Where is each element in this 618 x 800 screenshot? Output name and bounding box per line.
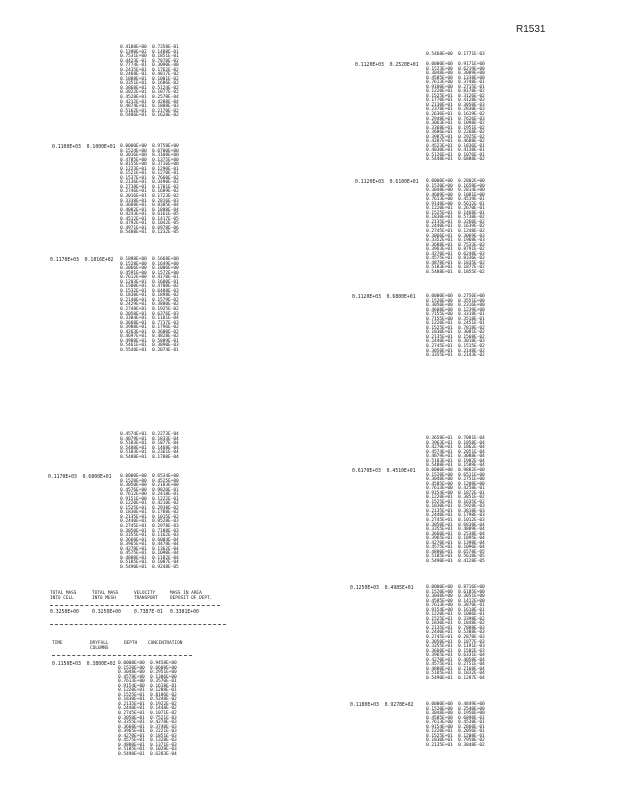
value-row: 0.2636E+01 0.1619E-02	[426, 112, 485, 118]
value-row: 0.1830E+01 0.1898E-02	[120, 293, 179, 299]
value-row: 0.1220E+01 0.4210E-02	[120, 501, 179, 507]
value-column	[426, 586, 485, 681]
value-row: 0.3048E+00 0.2951E+00	[118, 670, 177, 676]
value-row: 0.7613E+00 0.4258E-01	[426, 486, 485, 492]
value-row: 0.1525E+01 0.1635E-02	[426, 499, 485, 505]
summary-header: MASS IN AREA DEPOSIT OF DEPT.	[170, 591, 213, 601]
value-row: 0.9154E+00 0.1872E-01	[426, 490, 485, 496]
value-row: 0.1520E+00 0.6185E+00	[426, 589, 485, 595]
value-row: 0.4575E+01 0.8336E-03	[426, 256, 485, 262]
value-row: 0.3355E+01 0.2143E-02	[426, 353, 485, 359]
value-row: 0.1830E+01 0.1788E-02	[120, 510, 179, 516]
value-row: 0.4207E+01 0.4688E-02	[426, 139, 485, 145]
value-row: 0.1830E+01 0.5248E-02	[118, 697, 177, 703]
value-row: 0.3355E+01 0.4889E-04	[426, 527, 485, 533]
value-row: 0.4188E+00 0.7358E-01	[120, 45, 179, 50]
value-row: 0.7613E+00 0.3870E-01	[426, 603, 485, 609]
value-row: 0.5490E+01 0.6283E-04	[118, 751, 177, 757]
value-row: 0.5185E+01 0.1028E-03	[118, 747, 177, 753]
value-column	[120, 258, 179, 353]
summary-header: VELOCITY TRANSPORT	[134, 591, 158, 601]
value-column	[118, 662, 177, 757]
page-identifier: R1531	[516, 24, 546, 35]
value-row: 0.4585E+00 0.1338E+00	[426, 75, 485, 81]
value-row: 0.3686E+01 0.2268E-02	[426, 130, 485, 136]
value-row: 0.2748E+01 0.1925E-02	[120, 307, 179, 313]
value-row: 0.1500E+01 0.4708E-02	[120, 284, 179, 290]
value-row: 0.4971E+01 0.6978E-06	[120, 225, 179, 231]
value-row: 0.1525E+01 0.1208E-01	[426, 733, 485, 739]
value-row: 0.3965E+01 0.4478E-04	[120, 542, 179, 548]
block-label: 0.1120E+03 0.2520E+01	[355, 63, 419, 68]
value-row: 0.2440E+01 0.1448E-02	[118, 706, 177, 712]
value-row: 0.0000E+00 0.4849E+00	[426, 702, 485, 707]
value-row: 0.4575E+01 0.1328E-03	[118, 738, 177, 744]
value-row: 0.1220E+01 0.2056E-01	[426, 729, 485, 735]
value-row: 0.2435E+01 0.1762E-02	[120, 67, 179, 73]
value-row: 0.2135E+01 0.7888E-03	[426, 625, 485, 631]
value-row: 0.4575E+01 0.2751E-04	[426, 662, 485, 668]
value-row: 0.5488E+01 0.1232E-05	[120, 230, 179, 236]
value-row: 0.2440E+01 0.3018E-03	[426, 339, 485, 345]
value-row: 0.3355E+01 0.1191E-03	[426, 644, 485, 650]
block-label: 0.1170E+03 0.1816E+02	[50, 258, 114, 263]
value-row: 0.3987E+01 0.2925E-02	[426, 134, 485, 140]
value-row: 0.4002E+01 0.1888E-04	[120, 207, 179, 213]
value-row: 0.5488E+01 0.1468E-04	[120, 445, 179, 451]
value-row: 0.3048E+00 0.2751E+00	[426, 477, 485, 483]
value-row: 0.4830E+01 0.4138E-01	[426, 148, 485, 154]
value-row: 0.1220E+01 0.8178E-02	[426, 89, 485, 95]
value-row: 0.2745E+01 0.2978E-03	[120, 524, 179, 530]
value-row: 0.3868E+01 0.5124E-02	[120, 85, 179, 91]
value-row: 0.1525E+01 0.3126E-02	[426, 93, 485, 99]
value-column	[426, 469, 485, 564]
value-row: 0.2135E+01 0.3848E-02	[426, 742, 485, 748]
summary-value: 0.3250E+00	[92, 610, 121, 615]
value-row: 0.3050E+01 0.6376E-03	[120, 311, 179, 317]
value-row: 0.1220E+01 0.1208E-01	[118, 688, 177, 694]
value-row: 0.3384E+01 0.1181E-04	[120, 316, 179, 322]
value-row: 0.1220E+01 0.2670E-01	[426, 206, 485, 212]
value-row: 0.3688E+01 0.7533E-03	[426, 242, 485, 248]
value-row: 0.3988E+01 0.1796E-02	[120, 325, 179, 331]
dashed-rule	[50, 624, 226, 625]
value-row: 0.2746E+01 0.1689E-02	[120, 189, 179, 195]
value-row: 0.5488E+01 0.1589E-04	[426, 463, 485, 469]
value-row: 0.3963E+01 0.1058E-04	[426, 440, 485, 446]
value-row: 0.2738E+01 0.1701E-02	[120, 184, 179, 190]
value-row: 0.4574E+01 0.2273E-04	[120, 432, 179, 437]
value-row: 0.5490E+01 0.4128E-05	[426, 558, 485, 564]
value-row: 0.4585E+00 0.6898E-01	[426, 715, 485, 721]
value-column	[120, 433, 179, 460]
value-row: 0.1524E+00 0.6700E+00	[120, 148, 179, 154]
value-row: 0.3048E+00 0.1950E+00	[426, 711, 485, 717]
table-header: CONCENTRATION	[148, 641, 183, 646]
value-row: 0.1525E+01 0.8186E-02	[118, 692, 177, 698]
value-row: 0.2429E+01 0.3880E-02	[120, 302, 179, 308]
value-row: 0.7612E+00 0.4170E-01	[120, 275, 179, 281]
block-label: 0.1120E+03 0.6100E+01	[355, 180, 419, 185]
value-row: 0.0000E+00 0.9171E+00	[426, 62, 485, 67]
value-row: 0.5162E+01 0.2170E-02	[120, 108, 179, 114]
value-row: 0.4880E+01 0.1371E-03	[118, 742, 177, 748]
value-row: 0.0000E+00 0.2756E+00	[426, 294, 485, 299]
value-row: 0.4270E+01 0.4058E-04	[426, 657, 485, 663]
value-column	[120, 145, 179, 236]
value-row: 0.3658E+01 0.7081E-04	[426, 436, 485, 441]
table-header: DEPTH	[124, 641, 138, 646]
value-row: 0.5488E+01 0.1780E-04	[120, 454, 179, 460]
value-row: 0.3048E+00 0.3009E+00	[426, 71, 485, 77]
value-row: 0.3965E+01 0.6331E-04	[426, 653, 485, 659]
summary-value: 0.7387E-01	[134, 610, 163, 615]
value-row: 0.4591E+00 0.1572E+00	[120, 270, 179, 276]
block-label: 0.1250E+03 0.4985E+01	[350, 586, 414, 591]
value-row: 0.4608E+00 0.1239E+00	[426, 307, 485, 313]
value-row: 0.7774E-01 0.3090E-00	[120, 63, 179, 69]
value-row: 0.3338E+01 0.2816E-03	[120, 198, 179, 204]
value-row: 0.0000E+00 0.9758E+00	[120, 144, 179, 149]
value-row: 0.3050E+01 0.6838E-04	[426, 522, 485, 528]
value-row: 0.1390E+02 0.1488E-01	[120, 49, 179, 55]
value-row: 0.4578E+00 0.1386E+00	[118, 674, 177, 680]
value-row: 0.5185E+01 0.5618E-05	[426, 554, 485, 560]
value-row: 0.4874E+01 0.1808E-03	[120, 104, 179, 110]
value-row: 0.0000E+00 0.9458E+00	[118, 661, 177, 666]
summary-value: 0.3250E+00	[50, 610, 79, 615]
summary-header: TOTAL MASS INTO CELL	[50, 591, 77, 601]
value-row: 0.1520E+00 0.4525E+00	[120, 478, 179, 484]
value-row: 0.2130E+01 0.3050E-03	[426, 102, 485, 108]
value-row: 0.7155E+00 0.3318E-01	[426, 312, 485, 318]
value-row: 0.1537E+01 0.7660E-02	[120, 175, 179, 181]
table-header: DRYFALL COLUMNS	[90, 641, 109, 651]
value-row: 0.7612E+00 0.2418E-01	[120, 492, 179, 498]
value-row: 0.3355E+01 0.4278E-03	[118, 720, 177, 726]
value-row: 0.4576E+00 0.9820E-01	[120, 487, 179, 493]
value-row: 0.1520E+00 0.6608E+00	[118, 665, 177, 671]
value-row: 0.1830E+01 0.5928E-03	[426, 504, 485, 510]
value-row: 0.3016E+01 0.1723E-02	[120, 194, 179, 200]
block-label: 0.1170E+03 0.6800E+01	[48, 475, 112, 480]
value-row: 0.3016E+00 0.3108E+00	[120, 153, 179, 159]
value-row: 0.3688E+01 0.8385E-04	[120, 203, 179, 209]
value-row: 0.3351E+01 0.1686E-02	[120, 81, 179, 87]
value-row: 0.4880E+01 0.1182E-04	[120, 555, 179, 561]
value-row: 0.7613E+00 0.3570E-01	[118, 679, 177, 685]
value-row: 0.4609E+00 0.1081E+00	[426, 192, 485, 198]
value-row: 0.5185E+01 0.1087E-04	[120, 560, 179, 566]
value-row: 0.9151E+00 0.1222E-01	[120, 496, 179, 502]
value-column	[120, 475, 179, 570]
value-row: 0.4270E+01 0.1851E-03	[118, 733, 177, 739]
value-row: 0.1521E+01 0.1270E-01	[120, 171, 179, 177]
value-row: 0.3355E+01 0.1162E-03	[120, 533, 179, 539]
value-row: 0.3050E+00 0.2183E+00	[120, 483, 179, 489]
value-row: 0.4880E+01 0.2168E-04	[426, 666, 485, 672]
value-row: 0.2948E+01 0.7626E-03	[426, 116, 485, 122]
value-row: 0.7613E+00 0.3748E-01	[426, 80, 485, 86]
block-label: 0.1150E+03 0.3800E+02	[52, 662, 116, 667]
value-row: 0.4512E+01 0.1417E-05	[120, 216, 179, 222]
value-row: 0.3050E+01 0.7188E-03	[120, 528, 179, 534]
block-label: 0.1120E+03 0.6800E+01	[352, 295, 416, 300]
value-row: 0.0000E+00 0.8716E+00	[426, 585, 485, 590]
value-row: 0.1520E+00 0.6511E+00	[426, 472, 485, 478]
value-row: 0.4585E+00 0.1208E+00	[426, 481, 485, 487]
value-row: 0.3063E+01 0.1098E-02	[426, 121, 485, 127]
value-row: 0.3368E+01 0.1951E-02	[426, 125, 485, 131]
value-row: 0.4878E+01 0.1835E-02	[426, 260, 485, 266]
value-row: 0.4574E+01 0.2051E-04	[426, 449, 485, 455]
value-row: 0.5185E+01 0.1832E-04	[426, 671, 485, 677]
value-row: 0.3066E+01 0.3069E-03	[426, 233, 485, 239]
value-row: 0.4243E+01 0.6161E-05	[120, 212, 179, 218]
value-row: 0.4988E+01 0.5889E-01	[120, 338, 179, 344]
value-row: 0.5183E+01 0.1877E-04	[120, 441, 179, 447]
value-row: 0.1770E+01 0.4128E-03	[426, 98, 485, 104]
dashed-rule	[50, 605, 220, 606]
value-row: 0.0000E+00 0.6534E+00	[120, 474, 179, 479]
value-row: 0.2745E+01 0.1071E-02	[118, 711, 177, 717]
value-row: 0.5448E+01 0.6888E-02	[426, 157, 485, 163]
value-row: 0.1888E+00 0.1668E+00	[120, 257, 179, 262]
dashed-rule	[52, 655, 192, 656]
value-row: 0.3050E+00 0.2316E+00	[426, 303, 485, 309]
value-row: 0.4270E+01 0.1362E-04	[120, 546, 179, 552]
value-row: 0.2136E+01 0.3490E-02	[120, 180, 179, 186]
value-row: 0.4423E-01 0.7870E-02	[120, 58, 179, 64]
value-row: 0.9148E+00 0.5612E-01	[426, 201, 485, 207]
value-row: 0.1220E+01 0.3851E-02	[426, 495, 485, 501]
value-row: 0.4528E+01 0.2578E-04	[120, 95, 179, 101]
value-column	[426, 437, 485, 469]
value-row: 0.5490E+01 0.9248E-05	[120, 564, 179, 570]
value-column	[426, 295, 485, 359]
value-row: 0.3048E+00 0.3051E+00	[426, 594, 485, 600]
value-row: 0.4270E+01 0.6248E-03	[426, 251, 485, 257]
value-row: 0.3668E+01 0.7737E-03	[120, 320, 179, 326]
value-row: 0.9154E+00 0.1618E-01	[426, 607, 485, 613]
summary-header: TOTAL MASS INTO MESH	[92, 591, 119, 601]
value-row: 0.4697E+01 0.4828E-02	[120, 334, 179, 340]
value-row: 0.1830E+01 0.7958E-02	[426, 738, 485, 744]
value-row: 0.4792E+01 0.1042E-05	[120, 221, 179, 227]
value-row: 0.1888E+01 0.1001E-02	[120, 76, 179, 82]
value-row: 0.9180E+00 0.2715E-01	[426, 84, 485, 90]
value-row: 0.9154E+00 0.2860E-01	[426, 724, 485, 730]
value-row: 0.1520E+00 0.2540E+00	[426, 706, 485, 712]
value-row: 0.0000E+00 0.2802E+00	[426, 179, 485, 184]
value-column	[426, 63, 485, 163]
value-row: 0.2135E+01 0.3818E-03	[426, 508, 485, 514]
value-row: 0.1830E+01 0.1848E-02	[426, 621, 485, 627]
value-row: 0.2135E+01 0.1922E-02	[118, 701, 177, 707]
value-column	[426, 703, 485, 748]
block-label: 0.1100E+03 0.1000E+01	[52, 145, 116, 150]
value-row: 0.4212E+01 0.4288E-04	[120, 99, 179, 105]
value-row: 0.3050E+01 0.2148E-02	[426, 348, 485, 354]
value-row: 0.7531E+00 0.1851E-01	[120, 54, 179, 60]
value-row: 0.1525E+01 0.1468E-01	[426, 210, 485, 216]
value-row: 0.3660E+01 0.3748E-03	[118, 724, 177, 730]
value-row: 0.7613E+00 0.4538E-01	[426, 720, 485, 726]
value-row: 0.1223E+01 0.1290E-01	[120, 166, 179, 172]
value-row: 0.2440E+01 0.1798E-03	[426, 513, 485, 519]
block-label: 0.6170E+03 0.4510E+01	[352, 469, 416, 474]
value-row: 0.2745E+01 0.2878E-03	[426, 635, 485, 641]
value-row: 0.2440E+01 0.1639E-02	[426, 224, 485, 230]
value-row: 0.4575E+01 0.1090E-04	[120, 551, 179, 557]
value-row: 0.2468E-01 0.4817E-02	[120, 72, 179, 78]
value-row: 0.1525E+01 0.7818E-02	[426, 325, 485, 331]
value-row: 0.0000E+00 0.9882E+00	[426, 468, 485, 473]
value-row: 0.5486E+01 0.1628E-02	[120, 113, 179, 119]
value-row: 0.1525E+01 0.2938E-02	[120, 505, 179, 511]
value-row: 0.3066E+00 0.1006E+00	[120, 266, 179, 272]
value-row: 0.5183E+01 0.2361E-04	[120, 450, 179, 456]
value-row: 0.2745E+01 0.1515E-02	[426, 344, 485, 350]
value-row: 0.1532E+01 0.6488E-03	[120, 288, 179, 294]
value-row: 0.1520E+00 0.3551E+00	[426, 298, 485, 304]
value-row: 0.5490E+01 0.1287E-04	[426, 675, 485, 681]
value-row: 0.3022E+01 0.1877E-02	[120, 90, 179, 96]
value-row: 0.4523E+01 0.1836E-01	[426, 143, 485, 149]
value-row: 0.2378E+01 0.2830E-03	[426, 107, 485, 113]
table-header: TIME	[52, 641, 63, 646]
value-row: 0.2440E+01 0.5388E-03	[426, 630, 485, 636]
value-column	[426, 180, 485, 275]
value-row: 0.9154E+00 0.1618E-01	[118, 683, 177, 689]
summary-value: 0.3381E+00	[170, 610, 199, 615]
value-row: 0.5183E+01 0.1982E-04	[426, 458, 485, 464]
value-row: 0.2440E+01 0.8528E-03	[120, 519, 179, 525]
value-row: 0.4585E+00 0.1412E+00	[426, 598, 485, 604]
value-row: 0.1203E+01 0.1600E-01	[120, 279, 179, 285]
value-row: 0.2745E+01 0.1248E-02	[426, 229, 485, 235]
value-row: 0.5468E+00 0.1771E-03	[426, 52, 485, 57]
value-row: 0.2135E+01 0.1568E-02	[426, 334, 485, 340]
value-row: 0.1830E+01 0.3081E-02	[426, 330, 485, 336]
value-row: 0.4270E+01 0.1862E-04	[426, 445, 485, 451]
value-row: 0.5183E+01 0.1877E-02	[426, 265, 485, 271]
value-row: 0.3352E+01 0.1968E-03	[426, 238, 485, 244]
value-row: 0.1523E+00 0.6219E+00	[426, 66, 485, 72]
value-row: 0.3660E+01 0.6004E-04	[120, 537, 179, 543]
value-row: 0.2745E+01 0.1012E-03	[426, 518, 485, 524]
value-row: 0.8155E+00 0.3716E+00	[120, 162, 179, 168]
value-row: 0.3050E+01 0.1877E-03	[426, 639, 485, 645]
value-row: 0.1520E+00 0.1658E+00	[426, 183, 485, 189]
value-row: 0.4879E+01 0.3088E-04	[426, 454, 485, 460]
value-row: 0.7613E+00 0.4519E-01	[426, 197, 485, 203]
value-row: 0.3965E+01 0.1895E-04	[426, 536, 485, 542]
value-row: 0.5461E+01 0.3890E-03	[120, 343, 179, 349]
value-row: 0.5488E+01 0.1855E-02	[426, 269, 485, 275]
value-row: 0.4263E+01 0.3600E-02	[120, 329, 179, 335]
value-row: 0.1220E+01 0.1086E-01	[426, 612, 485, 618]
value-row: 0.3963E+01 0.8791E-02	[426, 247, 485, 253]
value-row: 0.1525E+01 0.3398E-02	[426, 616, 485, 622]
value-row: 0.3660E+01 0.1582E-03	[426, 648, 485, 654]
value-row: 0.5126E+01 0.1076E-01	[426, 152, 485, 158]
value-row: 0.1220E+01 0.2451E-01	[426, 321, 485, 327]
value-row: 0.2135E+01 0.3260E-02	[426, 219, 485, 225]
value-row: 0.3660E+01 0.2538E-04	[426, 531, 485, 537]
value-row: 0.1528E+00 0.1649E+00	[120, 261, 179, 267]
value-column	[426, 53, 485, 58]
value-row: 0.4785E+00 0.1375E+00	[120, 157, 179, 163]
value-row: 0.1830E+01 0.5738E-02	[426, 215, 485, 221]
value-row: 0.3965E+01 0.2221E-03	[118, 729, 177, 735]
value-row: 0.4270E+01 0.1398E-04	[426, 540, 485, 546]
value-row: 0.4879E+01 0.1833E-04	[120, 436, 179, 442]
value-row: 0.7155E+00 0.3518E-01	[426, 316, 485, 322]
value-row: 0.4575E+01 0.1096E-04	[426, 545, 485, 551]
value-column	[120, 46, 179, 119]
value-row: 0.3048E+00 0.2814E+00	[426, 188, 485, 194]
value-row: 0.5548E+01 0.2074E-01	[120, 347, 179, 353]
value-row: 0.4880E+01 0.6578E-05	[426, 549, 485, 555]
block-label: 0.1180E+03 0.9278E+02	[350, 703, 414, 708]
value-row: 0.2140E+01 0.1579E-02	[120, 297, 179, 303]
value-row: 0.3050E+01 0.7521E-03	[118, 715, 177, 721]
value-row: 0.2135E+01 0.1015E-02	[120, 514, 179, 520]
